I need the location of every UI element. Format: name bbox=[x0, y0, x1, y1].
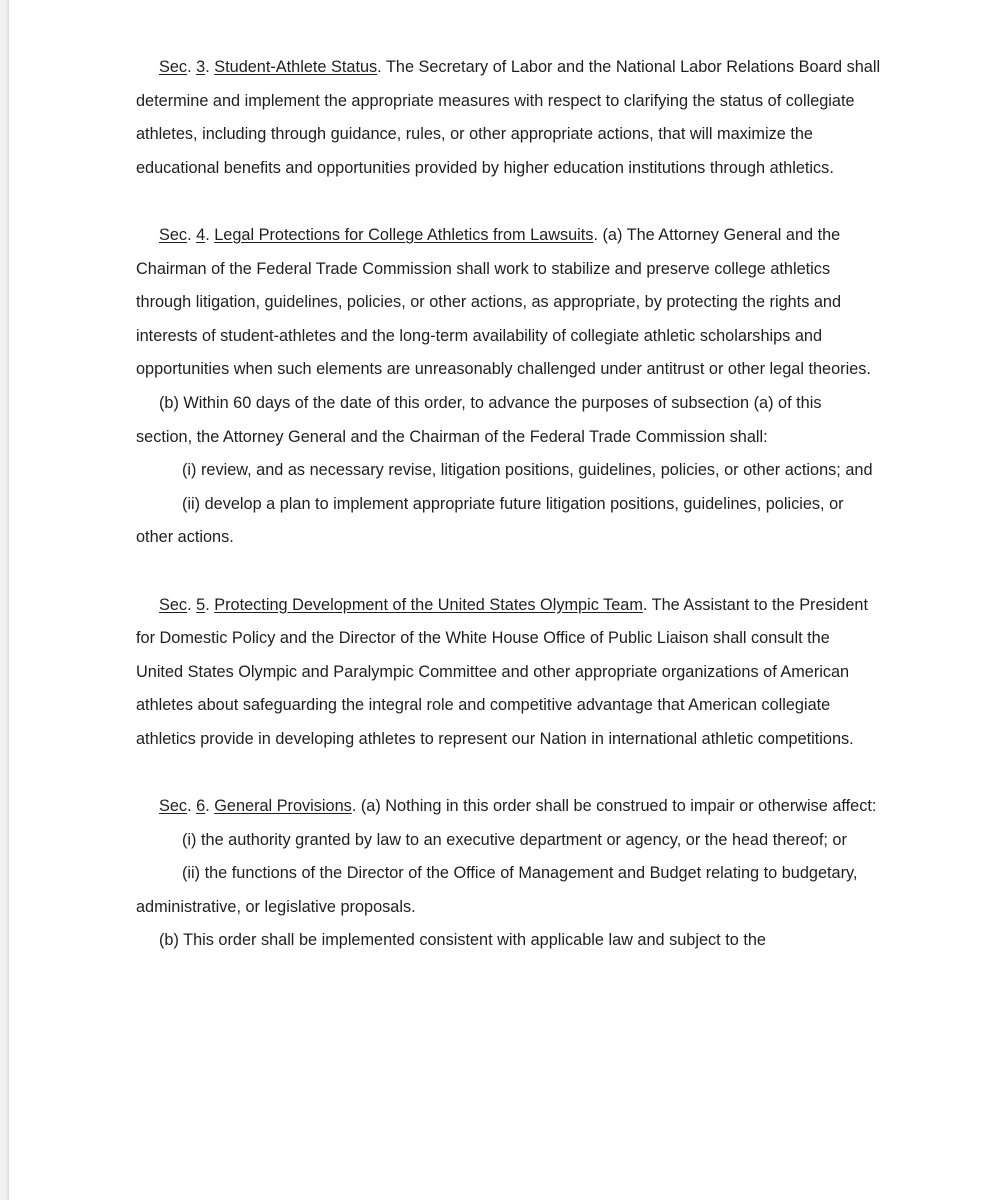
section-6-body: (a) Nothing in this order shall be construed to impair or otherwise affect: bbox=[360, 797, 877, 816]
section-3: Sec. 3. Student-Athlete Status. The Secretary of Labor and the National Labor Relations Board shall determine and implement the appropriate measures with respect to clarifying the status of collegiate athletes, including through guidance, rules, or other appropriate actions, that will maximize the educational benefits and opportunities provided by higher education institutions through athletics. bbox=[136, 58, 881, 177]
section-6-subsection-b: (b) This order shall be implemented consistent with applicable law and subject to the bbox=[159, 931, 766, 950]
section-3-title: Student-Athlete Status bbox=[214, 58, 378, 76]
section-3-number: 3 bbox=[196, 58, 206, 76]
section-4-title: Legal Protections for College Athletics from Lawsuits bbox=[214, 225, 594, 244]
section-6-title: General Provisions bbox=[214, 797, 352, 816]
document-text bbox=[136, 51, 881, 958]
section-6: Sec. 6. General Provisions. (a) Nothing in this order shall be construed to impair or otherwise affect: bbox=[159, 797, 877, 816]
section-6-number: 6 bbox=[196, 797, 206, 816]
section-6-clause-i: (i) the authority granted by law to an executive department or agency, or the head thereof; or bbox=[182, 830, 847, 849]
section-4-sec-label: Sec bbox=[159, 225, 188, 244]
document-page bbox=[9, 0, 981, 1200]
section-gap bbox=[136, 185, 881, 219]
section-4-body: (a) The Attorney General and the Chairman of the Federal Trade Commission shall work to stabilize and preserve college athletics through litigation, guidelines, policies, or other actions, as appropriate, by protecting the rights and interests of student-athletes and the long-term availability of collegiate athletic scholarships and opportunities when such elements are unreasonably challenged under antitrust or other legal theories. bbox=[136, 225, 871, 379]
section-6-clause-ii: (ii) the functions of the Director of the Office of Management and Budget relating to budgetary, administrative, or legislative proposals. bbox=[136, 864, 858, 916]
section-5: Sec. 5. Protecting Development of the United States Olympic Team. The Assistant to the President for Domestic Policy and the Director of the White House Office of Public Liaison shall consult the United States Olympic and Paralympic Committee and other appropriate organizations of American athletes about safeguarding the integral role and competitive advantage that American collegiate athletics provide in developing athletes to represent our Nation in international athletic competitions. bbox=[136, 595, 868, 748]
section-4: Sec. 4. Legal Protections for College Athletics from Lawsuits. (a) The Attorney General and the Chairman of the Federal Trade Commission shall work to stabilize and preserve college athletics through litigation, guidelines, policies, or other actions, as appropriate, by protecting the rights and interests of student-athletes and the long-term availability of collegiate athletic scholarships and opportunities when such elements are unreasonably challenged under antitrust or other legal theories. bbox=[136, 225, 871, 379]
section-3-sec-label: Sec bbox=[159, 58, 188, 76]
section-5-title: Protecting Development of the United States Olympic Team bbox=[214, 595, 643, 614]
section-4-clause-i: (i) review, and as necessary revise, litigation positions, guidelines, policies, or other actions; and bbox=[182, 461, 873, 480]
section-gap bbox=[136, 756, 881, 790]
section-gap bbox=[136, 555, 881, 589]
section-3-body: The Secretary of Labor and the National Labor Relations Board shall determine and implement the appropriate measures with respect to clarifying the status of collegiate athletes, including through guidance, rules, or other appropriate actions, that will maximize the educational benefits and opportunities provided by higher education institutions through athletics. bbox=[136, 58, 881, 177]
section-5-sec-label: Sec bbox=[159, 595, 188, 614]
section-5-body: The Assistant to the President for Domestic Policy and the Director of the White House Office of Public Liaison shall consult the United States Olympic and Paralympic Committee and other appropriate organizations of American athletes about safeguarding the integral role and competitive advantage that American collegiate athletics provide in developing athletes to represent our Nation in international athletic competitions. bbox=[136, 595, 868, 748]
section-6-sec-label: Sec bbox=[159, 797, 188, 816]
section-5-number: 5 bbox=[196, 595, 206, 614]
section-4-number: 4 bbox=[196, 225, 206, 244]
section-4-subsection-b: (b) Within 60 days of the date of this order, to advance the purposes of subsection (a) of this section, the Attorney General and the Chairman of the Federal Trade Commission shall: bbox=[136, 393, 822, 446]
section-4-clause-ii: (ii) develop a plan to implement appropriate future litigation positions, guidelines, policies, or other actions. bbox=[136, 494, 844, 547]
